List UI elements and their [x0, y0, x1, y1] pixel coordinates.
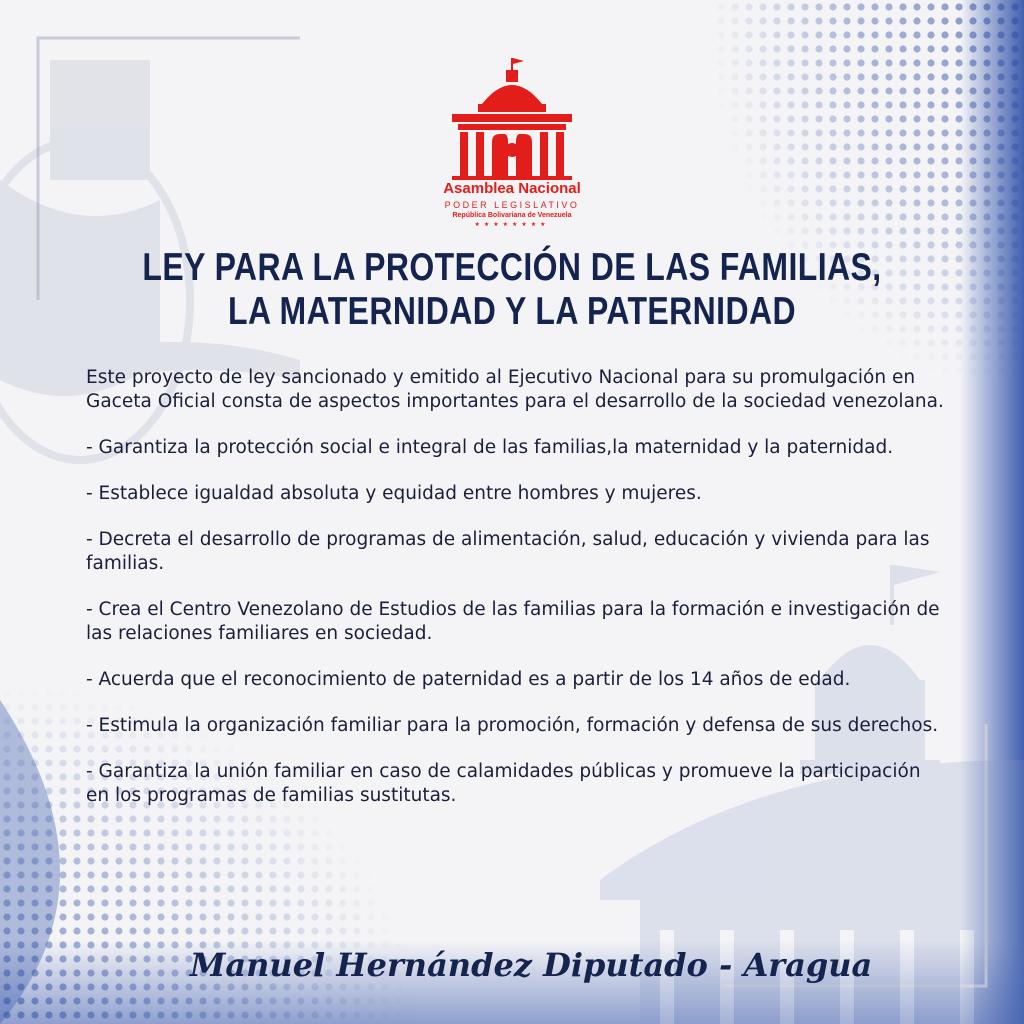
bullet-item: - Decreta el desarrollo de programas de alimentación, salud, educación y vivienda para las familias.	[86, 529, 930, 574]
logo-republic: República Bolivariana de Venezuela	[452, 212, 572, 219]
intro-paragraph: Este proyecto de ley sancionado y emitido al Ejecutivo Nacional para su promulgación en Gaceta Oficial consta de aspectos importantes para el desarrollo de la sociedad venezolana.	[86, 367, 944, 412]
signature: Manuel Hernández Diputado - Aragua	[190, 946, 873, 984]
title-line-2: LA MATERNIDAD Y LA PATERNIDAD	[227, 290, 796, 333]
capitol-building-icon	[432, 52, 592, 182]
bullet-item: - Estimula la organización familiar para la promoción, formación y defensa de sus derechos.	[86, 715, 939, 736]
bullet-item: - Acuerda que el reconocimiento de paternidad es a partir de los 14 años de edad.	[86, 669, 851, 690]
logo-stars: ★★★★★★★★	[474, 221, 550, 228]
bullet-item: - Garantiza la protección social e integral de las familias,la maternidad y la paternidad.	[86, 437, 894, 458]
body-text	[86, 366, 946, 830]
bullet-item: - Garantiza la unión familiar en caso de calamidades públicas y promueve la participación en los programas de familias sustitutas.	[86, 761, 921, 806]
title-line-1: LEY PARA LA PROTECCIÓN DE LAS FAMILIAS,	[142, 246, 882, 289]
logo-subtitle: PODER LEGISLATIVO	[444, 200, 580, 210]
asamblea-nacional-logo	[432, 52, 592, 232]
bullet-item: - Establece igualdad absoluta y equidad entre hombres y mujeres.	[86, 483, 702, 504]
logo-name: Asamblea Nacional	[443, 180, 581, 197]
page-title	[141, 246, 882, 334]
bullet-item: - Crea el Centro Venezolano de Estudios de las familias para la formación e investigación de las relaciones familiares en sociedad.	[86, 599, 940, 644]
